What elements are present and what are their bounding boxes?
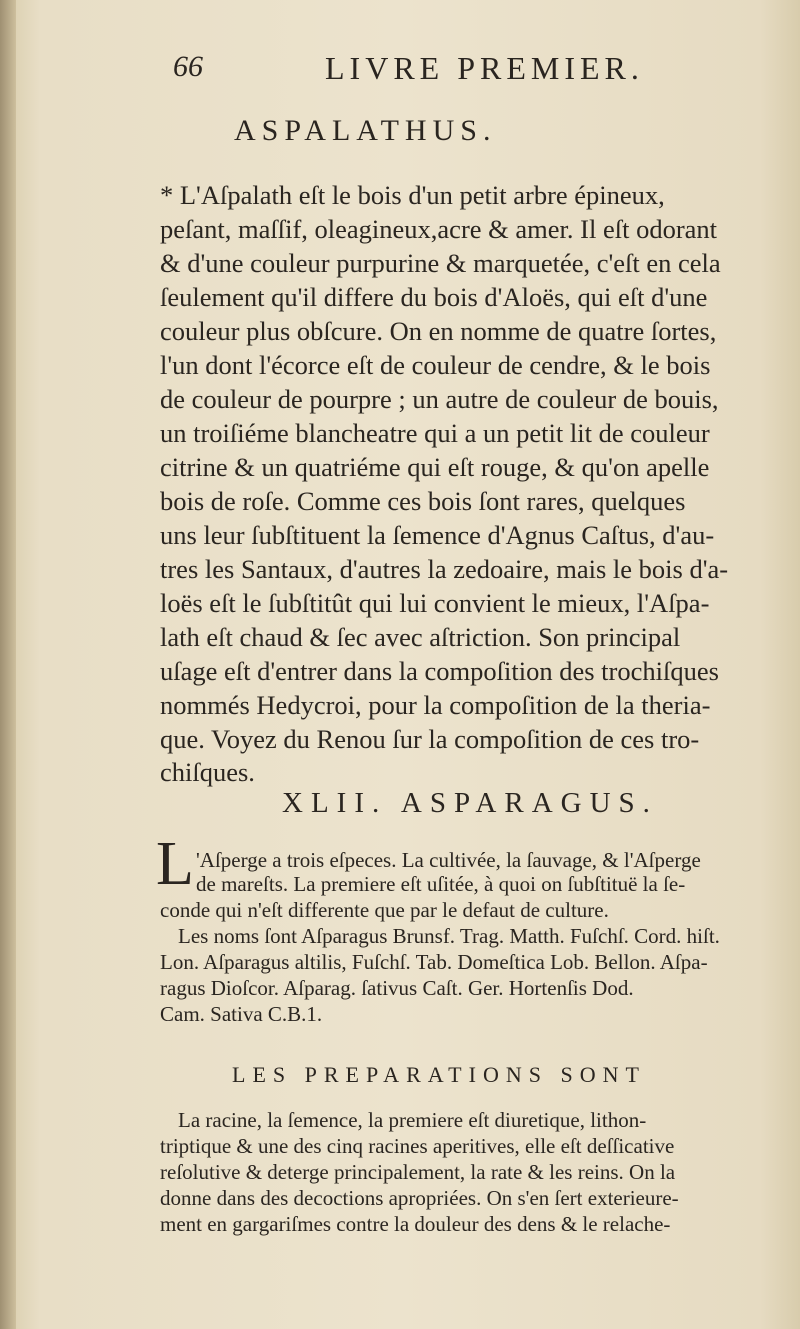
text-line: & d'une couleur purpurine & marquetée, c'eſt en cela — [160, 248, 721, 278]
running-head: LIVRE PREMIER. — [325, 50, 644, 86]
text-line: citrine & un quatriéme qui eſt rouge, & qu'on apelle — [160, 452, 710, 482]
text-line: ragus Dioſcor. Aſparag. ſativus Caſt. Ger. Hortenſis Dod. — [160, 976, 634, 1000]
text-line: donne dans des decoctions apropriées. On s'en ſert exterieure- — [160, 1186, 679, 1210]
text-line: chiſques. — [160, 757, 255, 787]
text-line: couleur plus obſcure. On en nomme de quatre ſortes, — [160, 316, 717, 346]
text-line: reſolutive & deterge principalement, la rate & les reins. On la — [160, 1160, 676, 1184]
page-gutter-shadow — [0, 0, 16, 1329]
text-line: nommés Hedycroi, pour la compoſition de la theria- — [160, 690, 711, 720]
text-line: tres les Santaux, d'autres la zedoaire, mais le bois d'a- — [160, 554, 729, 584]
text-line: Cam. Sativa C.B.1. — [160, 1002, 323, 1026]
text-line: bois de roſe. Comme ces bois ſont rares, quelques — [160, 486, 686, 516]
text-line: Les noms ſont Aſparagus Brunsf. Trag. Matth. Fuſchſ. Cord. hiſt. — [178, 924, 720, 948]
section-title-preparations: LES PREPARATIONS SONT — [232, 1062, 646, 1087]
text-line: La racine, la ſemence, la premiere eſt diuretique, lithon- — [178, 1108, 647, 1132]
text-line: ment en gargariſmes contre la douleur des dens & le relache- — [160, 1212, 671, 1236]
text-line: de couleur de pourpre ; un autre de couleur de bouis, — [160, 384, 719, 414]
text-line: un troiſiéme blancheatre qui a un petit lit de couleur — [160, 418, 710, 448]
text-line: * L'Aſpalath eſt le bois d'un petit arbre épineux, — [160, 180, 665, 210]
text-line: ſeulement qu'il differe du bois d'Aloës, qui eſt d'une — [160, 282, 708, 312]
text-line: loës eſt le ſubſtitût qui lui convient le mieux, l'Aſpa- — [160, 588, 710, 618]
page-number: 66 — [173, 50, 203, 83]
text-line: de mareſts. La premiere eſt uſitée, à quoi on ſubſtituë la ſe- — [196, 872, 686, 896]
text-line: l'un dont l'écorce eſt de couleur de cendre, & le bois — [160, 350, 711, 380]
text-line: uns leur ſubſtituent la ſemence d'Agnus Caſtus, d'au- — [160, 520, 715, 550]
section-title-asparagus: XLII. ASPARAGUS. — [282, 787, 658, 819]
section-title-aspalathus: ASPALATHUS. — [234, 114, 497, 147]
drop-cap: L — [156, 830, 194, 898]
text-line: conde qui n'eſt differente que par le defaut de culture. — [160, 898, 609, 922]
text-line: que. Voyez du Renou ſur la compoſition de ces tro- — [160, 724, 700, 754]
text-line: uſage eſt d'entrer dans la compoſition des trochiſques — [160, 656, 719, 686]
text-line: peſant, maſſif, oleagineux,acre & amer. Il eſt odorant — [160, 214, 718, 244]
text-line: Lon. Aſparagus altilis, Fuſchſ. Tab. Domeſtica Lob. Bellon. Aſpa- — [160, 950, 708, 974]
text-line: lath eſt chaud & ſec avec aſtriction. Son principal — [160, 622, 681, 652]
text-line: 'Aſperge a trois eſpeces. La cultivée, la ſauvage, & l'Aſperge — [196, 848, 701, 872]
text-line: triptique & une des cinq racines aperitives, elle eſt deſſicative — [160, 1134, 675, 1158]
